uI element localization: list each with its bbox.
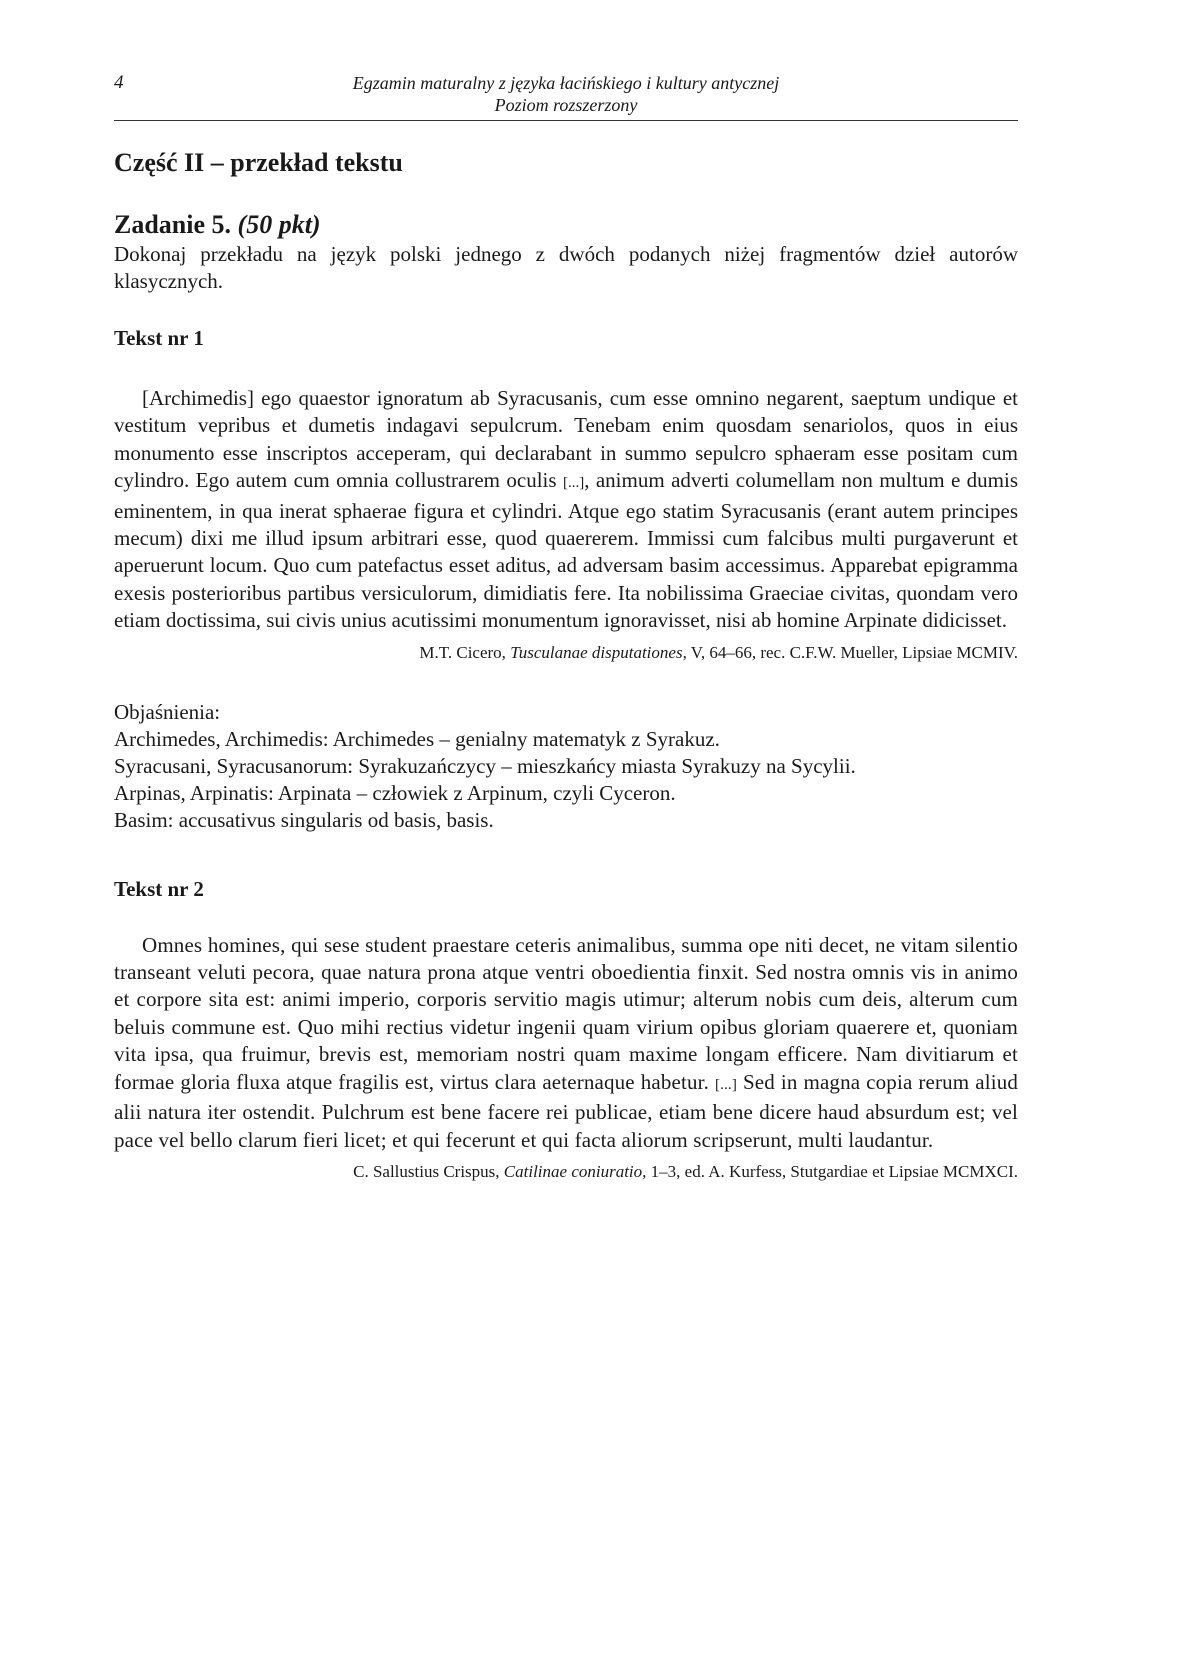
text1-body-part1: [Archimedis] ego quaestor ignoratum ab Syracusanis, cum esse omnino negarent, saeptum undique et vestitum vepribus et dumetis indagavi sepulcrum. Tenebam enim quosdam senariolos, quos in eius monumento esse inscriptos acceperam, qui declarabant in summo sepulcro sphaeram esse positam cum cylindro. Ego autem cum omnia collustrarem oculis (114, 386, 1018, 493)
note-item: Arpinas, Arpinatis: Arpinata – człowiek z Arpinum, czyli Cyceron. (114, 780, 676, 805)
text1-source-rest: , V, 64–66, rec. C.F.W. Mueller, Lipsiae MCMIV. (682, 642, 1018, 662)
page-header (114, 68, 1018, 121)
page-number: 4 (114, 72, 124, 93)
text1-heading: Tekst nr 1 (114, 326, 204, 350)
notes-list (114, 726, 1018, 834)
text2-body-part1: Omnes homines, qui sese student praestare ceteris animalibus, summa ope niti decet, ne vitam silentio transeant veluti pecora, quae natura prona atque ventri oboedientia finxit. Sed nostra omnis vis in animo et corpore sita est: animi imperio, corporis servitio magis utimur; alterum nobis cum deis, alterum cum beluis commune est. Quo mihi rectius videtur ingenii quam virium opibus gloriam quaerere et, quoniam vita ipsa, qua fruimur, brevis est, memoriam nostri quam maxime longam efficere. Nam divitiarum et formae gloria fluxa atque fragilis est, virtus clara aeternaque habetur. (114, 932, 1018, 1094)
task-title (114, 209, 1018, 241)
text1-source-author: M.T. Cicero, (419, 642, 511, 662)
text2-source-rest: 1–3, ed. A. Kurfess, Stutgardiae et Lipsiae MCMXCI. (646, 1161, 1018, 1181)
header-title (114, 72, 1018, 116)
section-gap (114, 834, 1018, 876)
text2-source-author: C. Sallustius Crispus, (353, 1161, 504, 1181)
text1-body-part2: , animum adverti columellam non multum e dumis eminentem, in qua inerat sphaerae figura et cylindri. Atque ego statim Syracusanis (erant autem principes mecum) dixi me illud ipsum arbitrari esse, quod quaererem. Immissi cum falcibus multi purgaverunt et aperuerunt locum. Quo cum patefactus esset aditus, ad adversam basim accessimus. Apparebat epigramma exesis posterioribus partibus versiculorum, dimidiatis fere. Ita nobilissima Graeciae civitas, quondam vero etiam doctissima, sui civis unius acutissimi monumentum ignoravisset, nisi ab homine Arpinate didicisset. (114, 468, 1019, 633)
note-item: Archimedes, Archimedis: Archimedes – genialny matematyk z Syrakuz. (114, 726, 720, 751)
text1-body (114, 385, 1018, 635)
section-title: Część II – przekład tekstu (114, 148, 403, 177)
text2-heading: Tekst nr 2 (114, 876, 204, 901)
task-label: Zadanie 5. (114, 210, 232, 239)
notes-label: Objaśnienia: (114, 699, 221, 724)
text1-ellipsis: [...] (562, 475, 585, 492)
note-item: Basim: accusativus singularis od basis, basis. (114, 807, 494, 832)
text2-ellipsis: [...] (714, 1076, 737, 1093)
exam-page (114, 68, 1018, 1184)
task-points: (50 pkt) (237, 210, 321, 239)
text2-body-part2: Sed in magna copia rerum aliud alii natura iter ostendit. Pulchrum est bene facere rei publicae, etiam bene dicere haud absurdum est; vel pace vel bello clarum fieri licet; et qui fecerunt et qui facta aliorum scripserunt, multi laudantur. (114, 1069, 1018, 1152)
text2-body (114, 932, 1018, 1154)
note-item: Syracusani, Syracusanorum: Syrakuzańczycy – mieszkańcy miasta Syrakuzy na Sycylii. (114, 753, 856, 778)
task-instruction: Dokonaj przekładu na język polski jednego z dwóch podanych niżej fragmentów dzieł autorów klasycznych. (114, 242, 1018, 293)
text2-source (114, 1160, 1018, 1184)
text1-source (114, 641, 1018, 665)
text2-source-work: Catilinae coniuratio, (503, 1161, 647, 1181)
text1-source-work: Tusculanae disputationes (510, 642, 683, 662)
header-title-line1: Egzamin maturalny z języka łacińskiego i kultury antycznej (352, 73, 780, 93)
header-title-line2: Poziom rozszerzony (494, 95, 638, 115)
